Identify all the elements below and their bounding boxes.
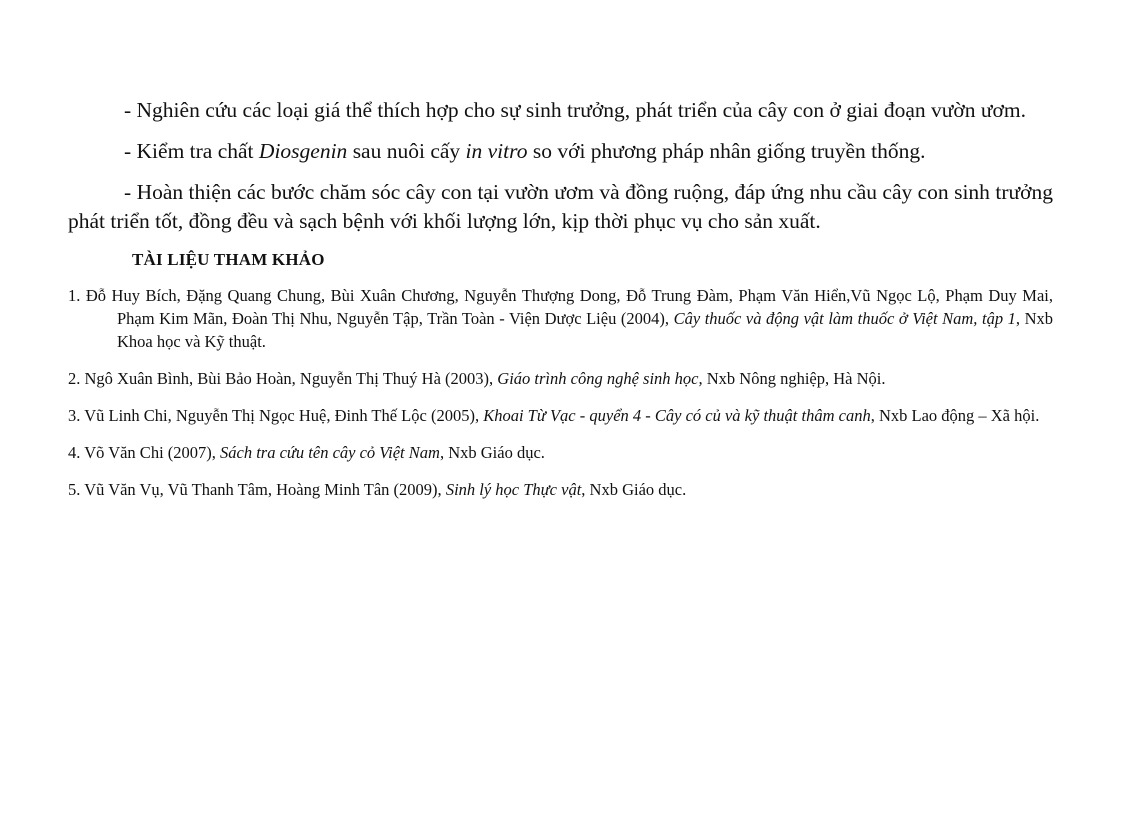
text-run: 3. Vũ Linh Chi, Nguyễn Thị Ngọc Huệ, Đinh Thế Lộc (2005),	[68, 406, 484, 425]
text-run: , Nxb Lao động – Xã hội.	[870, 406, 1040, 425]
reference-item	[68, 367, 1053, 390]
text-run: sau nuôi cấy	[347, 139, 466, 163]
reference-list	[68, 284, 1053, 501]
text-run: 5. Vũ Văn Vụ, Vũ Thanh Tâm, Hoàng Minh Tân (2009),	[68, 480, 446, 499]
text-run: , Nxb Giáo dục.	[439, 443, 545, 462]
text-run: - Kiểm tra chất	[124, 139, 259, 163]
body-paragraphs	[68, 96, 1053, 236]
body-paragraph	[68, 178, 1053, 236]
document-page	[68, 96, 1053, 515]
italic-text: Diosgenin	[258, 139, 348, 163]
italic-text: Sách tra cứu tên cây cỏ Việt Nam	[220, 443, 440, 462]
reference-item	[68, 404, 1053, 427]
italic-text: Giáo trình công nghệ sinh học,	[497, 369, 703, 388]
body-paragraph	[68, 137, 1053, 166]
references-heading: TÀI LIỆU THAM KHẢO	[132, 250, 325, 269]
text-run: 1. Đỗ Huy Bích, Đặng Quang Chung, Bùi Xuân Chương, Nguyễn Thượng Dong, Đỗ Trung Đàm, Phạm Văn Hiển,Vũ Ngọc Lộ, Phạm Duy Mai, Phạm Kim Mãn, Đoàn Thị Nhu, Nguyễn Tập, Trần Toàn - Viện Dược Liệu (2004),	[68, 286, 1053, 328]
text-run: 4. Võ Văn Chi (2007),	[68, 443, 221, 462]
text-run: 2. Ngô Xuân Bình, Bùi Bảo Hoàn, Nguyễn Thị Thuý Hà (2003),	[68, 369, 498, 388]
text-run: - Hoàn thiện các bước chăm sóc cây con tại vườn ươm và đồng ruộng, đáp ứng nhu cầu cây con sinh trưởng phát triển tốt, đồng đều và sạch bệnh với khối lượng lớn, kịp thời phục vụ cho sản xuất.	[68, 180, 1053, 233]
reference-item	[68, 478, 1053, 501]
text-run: , Nxb Khoa học và Kỹ thuật.	[117, 309, 1053, 351]
italic-text: Khoai Từ Vạc - quyển 4 - Cây có củ và kỹ thuật thâm canh	[483, 406, 871, 425]
italic-text: in vitro	[465, 139, 528, 163]
text-run: so với phương pháp nhân giống truyền thống.	[527, 139, 926, 163]
text-run: - Nghiên cứu các loại giá thể thích hợp cho sự sinh trưởng, phát triển của cây con ở giai đoạn vườn ươm.	[124, 98, 1027, 122]
reference-item	[68, 441, 1053, 464]
reference-item	[68, 284, 1053, 353]
italic-text: Sinh lý học Thực vật	[445, 480, 582, 499]
italic-text: Cây thuốc và động vật làm thuốc ở Việt Nam, tập 1	[673, 309, 1016, 328]
text-run: Nxb Nông nghiệp, Hà Nội.	[702, 369, 886, 388]
body-paragraph	[68, 96, 1053, 125]
text-run: , Nxb Giáo dục.	[581, 480, 687, 499]
